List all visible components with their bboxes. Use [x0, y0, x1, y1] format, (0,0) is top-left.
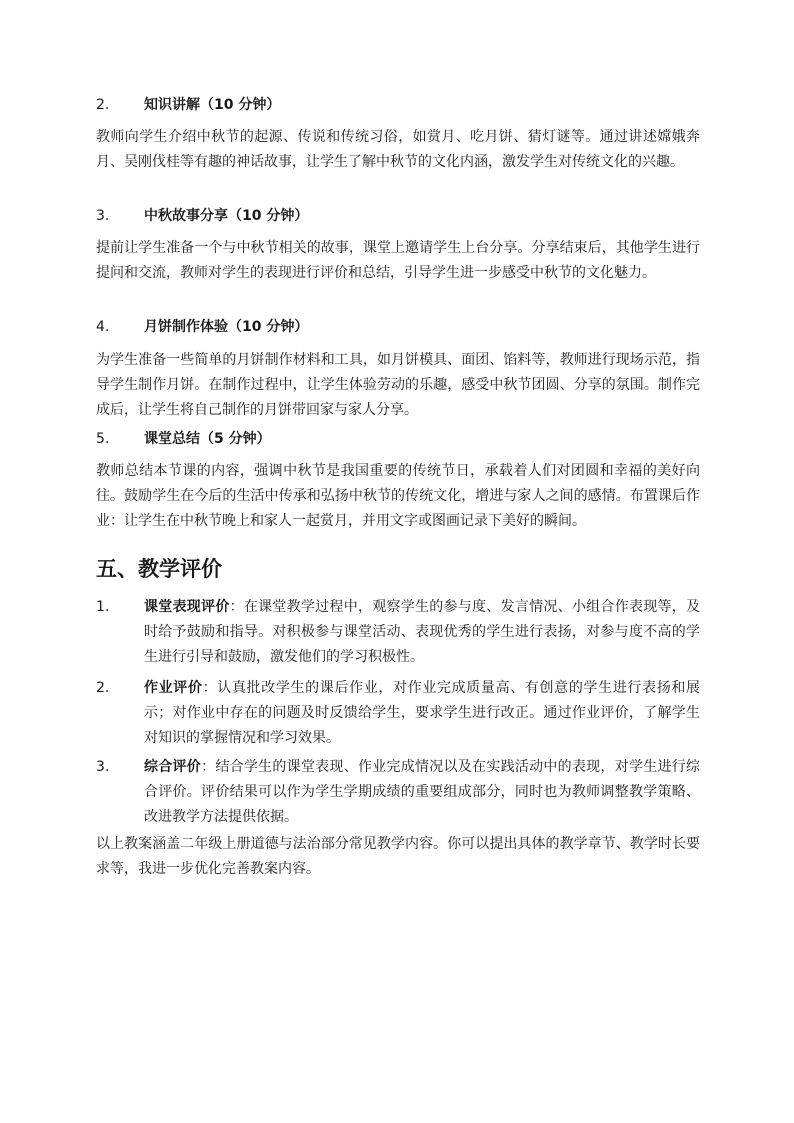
- step-heading: [96, 206, 700, 226]
- step-paragraph: 教师向学生介绍中秋节的起源、传说和传统习俗，如赏月、吃月饼、猜灯谜等。通过讲述嫦娥奔月、吴刚伐桂等有趣的神话故事，让学生了解中秋节的文化内涵，激发学生对传统文化的兴趣。: [96, 129, 700, 170]
- step-title: 月饼制作体验（10 分钟）: [144, 319, 309, 335]
- evaluation-number: 2.: [96, 680, 110, 696]
- step-heading: [96, 95, 700, 115]
- evaluation-number: 1.: [96, 599, 110, 615]
- section-title: 五、教学评价: [96, 557, 222, 581]
- step-number: 3.: [96, 208, 110, 224]
- step-heading: [96, 317, 700, 337]
- step-paragraph: 提前让学生准备一个与中秋节相关的故事，课堂上邀请学生上台分享。分享结束后，其他学生进行提问和交流，教师对学生的表现进行评价和总结，引导学生进一步感受中秋节的文化魅力。: [96, 240, 700, 281]
- evaluation-text: ：认真批改学生的课后作业，对作业完成质量高、有创意的学生进行表扬和展示；对作业中存在的问题及时反馈给学生，要求学生进行改正。通过作业评价，了解学生对知识的掌握情况和学习效果。: [144, 680, 701, 746]
- evaluation-text: ：结合学生的课堂表现、作业完成情况以及在实践活动中的表现，对学生进行综合评价。评价结果可以作为学生学期成绩的重要组成部分，同时也为教师调整教学策略、改进教学方法提供依据。: [144, 759, 701, 825]
- step-paragraph: 教师总结本节课的内容，强调中秋节是我国重要的传统节日，承载着人们对团圆和幸福的美好向往。鼓励学生在今后的生活中传承和弘扬中秋节的传统文化，增进与家人之间的感情。布置课后作业：让学生在中秋节晚上和家人一起赏月，并用文字或图画记录下美好的瞬间。: [96, 463, 700, 529]
- step-title: 知识讲解（10 分钟）: [144, 97, 281, 113]
- step-number: 2.: [96, 97, 110, 113]
- evaluation-text: ：在课堂教学过程中，观察学生的参与度、发言情况、小组合作表现等，及时给予鼓励和指导。对积极参与课堂活动、表现优秀的学生进行表扬，对参与度不高的学生进行引导和鼓励，激发他们的学习积极性。: [144, 599, 701, 665]
- step-paragraph: 为学生准备一些简单的月饼制作材料和工具，如月饼模具、面团、馅料等，教师进行现场示范，指导学生制作月饼。在制作过程中，让学生体验劳动的乐趣，感受中秋节团圆、分享的氛围。制作完成后，让学生将自己制作的月饼带回家与家人分享。: [96, 352, 700, 418]
- evaluation-label: 综合评价: [144, 759, 202, 775]
- step-title: 课堂总结（5 分钟）: [144, 431, 271, 447]
- evaluation-label: 作业评价: [144, 680, 203, 696]
- evaluation-item: [96, 676, 700, 751]
- step-heading: [96, 429, 700, 449]
- evaluation-item: [96, 755, 700, 830]
- evaluation-number: 3.: [96, 759, 110, 775]
- step-number: 5.: [96, 431, 110, 447]
- step-number: 4.: [96, 319, 110, 335]
- evaluation-item: [96, 595, 700, 670]
- step-title: 中秋故事分享（10 分钟）: [144, 208, 309, 224]
- closing-paragraph: 以上教案涵盖二年级上册道德与法治部分常见教学内容。你可以提出具体的教学章节、教学时长要求等，我进一步优化完善教案内容。: [96, 836, 700, 877]
- evaluation-label: 课堂表现评价: [144, 599, 230, 615]
